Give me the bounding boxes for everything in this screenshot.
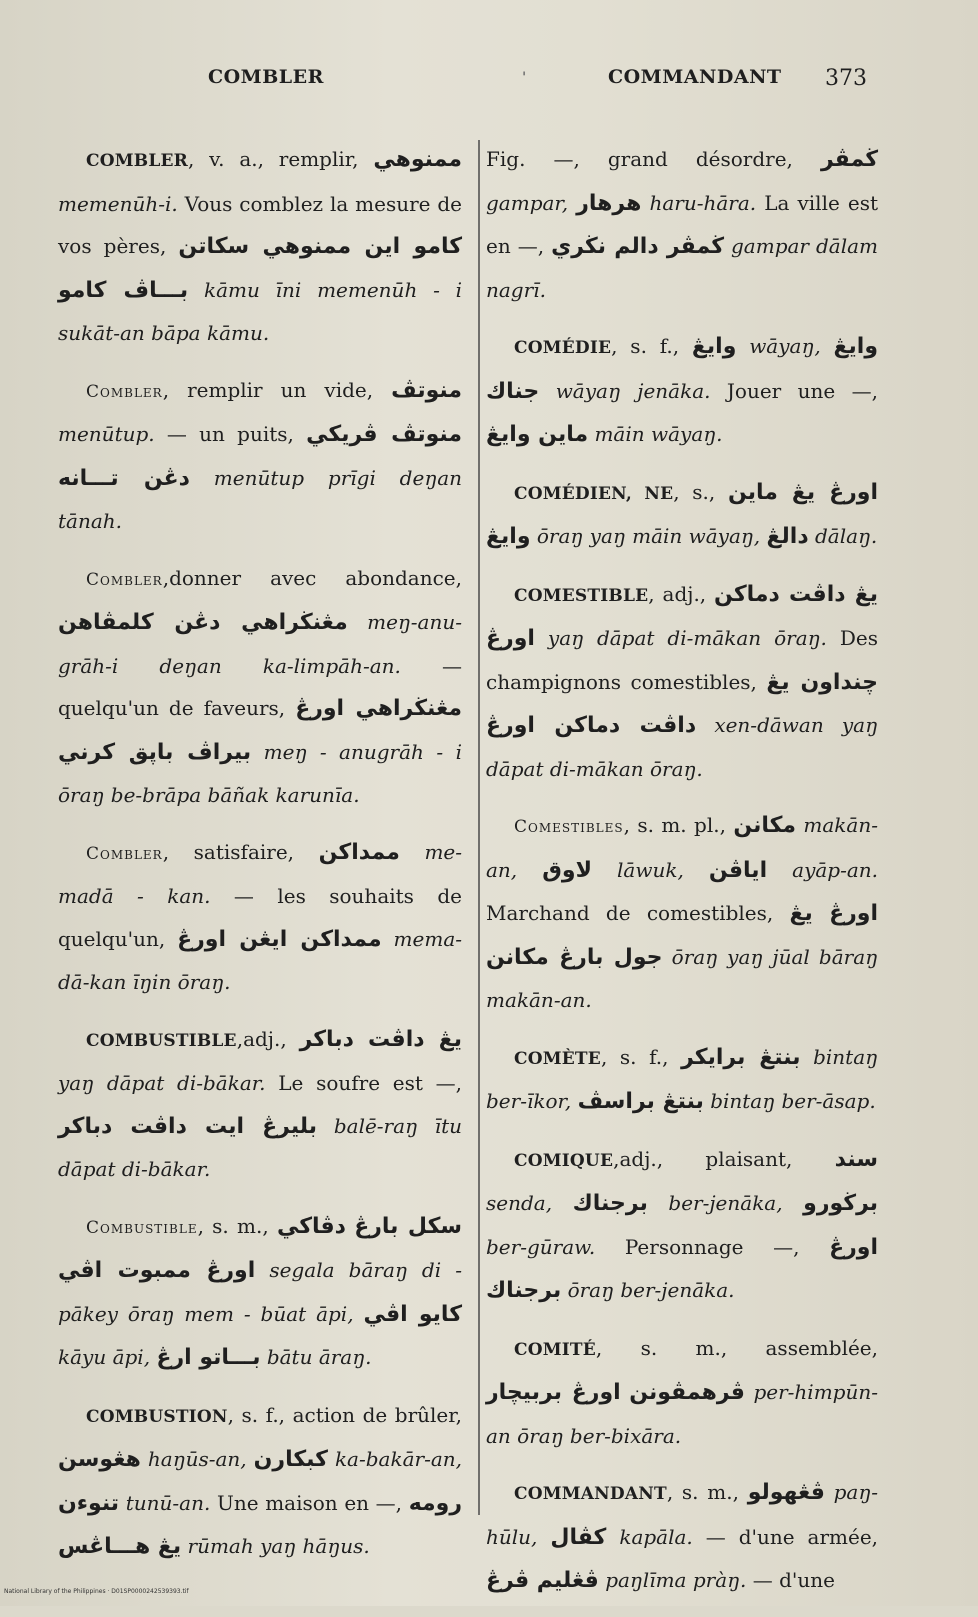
- dictionary-entry: COMITÉ, s. m., assemblée, ڤرهمڤونن اورڠ بربيچار per-himpūn-an ōraŋ ber-bixāra.: [486, 1335, 878, 1448]
- dictionary-entry: Combustible, s. m., سکل بارڠ دڤاکي اورڠ ممبوت اڤي segala bāraŋ di - pākey ōraŋ mem - būat āpi, کايو اڤي kāyu āpi, بـــاتو ارڠ bātu āraŋ.: [58, 1213, 462, 1370]
- scan-footer: National Library of the Philippines · D01SP0000242539393.tif: [4, 1588, 189, 1595]
- dictionary-entry: Combler, satisfaire, ممداکن me-madā - kan. — les souhaits de quelqu'un, ممداکن ايڠن اورڠ mema-dā-kan īŋin ōraŋ.: [58, 839, 462, 994]
- header-right-guideword: COMMANDANT: [608, 66, 782, 88]
- dictionary-entry: COMÉDIEN, NE, s., اورڠ يڠ ماين وايڠ ōraŋ yaŋ māin wāyaŋ, دالڠ dālaŋ.: [486, 479, 879, 549]
- dictionary-entry: Fig. —, grand désordre, ڬمڤر gampar, هرهار haru-hāra. La ville est en —, ڬمڤر دالم نڬري gampar dālam nagrī.: [486, 147, 879, 302]
- dictionary-entry: COMESTIBLE, adj., يڠ داڤت دماکن اورڠ yaŋ dāpat di-mākan ōraŋ. Des champignons comestibles, چنداون يڠ داڤت دماکن اورڠ xen-dāwan yaŋ dāpat di-mākan ōraŋ.: [486, 581, 879, 781]
- dictionary-entry: COMBUSTIBLE,adj., يڠ داڤت دباکر yaŋ dāpat di-bākar. Le soufre est —, بليرڠ ايت داڤت دباکر balē-raŋ ītu dāpat di-bākar.: [58, 1026, 463, 1181]
- dictionary-entry: Combler, remplir un vide, منوتڤ menūtup. — un puits, منوتڤ ڤريکي دڠن تـــانه menūtup prīgi deŋan tānah.: [58, 377, 463, 533]
- dictionary-entry: COMMANDANT, s. m., ڤڠهولو paŋ-hūlu, کڤال kapāla. — d'une armée, ڤڠليم ڤرڠ paŋlīma pràŋ. — d'une: [486, 1480, 879, 1593]
- header-left-guideword: COMBLER: [208, 66, 324, 88]
- dictionary-entry: COMÈTE, s. f., بنتڠ برايکر bintaŋ ber-īkor, بنتڠ براسڤ bintaŋ ber-āsap.: [486, 1044, 878, 1114]
- page-number: 373: [825, 66, 867, 91]
- column-divider: [478, 140, 480, 1515]
- dictionary-entry: Comestibles, s. m. pl., مکانن makān-an, لاوق lāwuk, اياڤن ayāp-an. Marchand de comestibles, اورڠ يڠ جول بارڠ مکانن ōraŋ yaŋ jūal bāraŋ makān-an.: [486, 813, 879, 1012]
- dictionary-entry: COMBUSTION, s. f., action de brûler, هڠوسن haŋūs-an, کبکارن ka-bakār-an, تنوءن tunū-an. Une maison en —, رومه يڠ هـــاڠس rūmah yaŋ hāŋus.: [58, 1402, 463, 1559]
- dictionary-entry: COMIQUE,adj., plaisant, سند senda, برجناك ber-jenāka, برڬورو ber-gūraw. Personnage —, اورڠ برجناك ōraŋ ber-jenāka.: [486, 1146, 879, 1303]
- left-column: [58, 138, 462, 1583]
- dictionary-entry: COMÉDIE, s. f., وايڠ wāyaŋ, وايڠ جناك wāyaŋ jenāka. Jouer une —, ماين وايڠ māin wāyaŋ.: [486, 334, 878, 447]
- header-mark: ': [522, 70, 527, 86]
- dictionary-entry: COMBLER, v. a., remplir, ممنوهي memenūh-i. Vous comblez la mesure de vos pères, كامو اين ممنوهي سكاتن بـــاڤ كامو kāmu īni memenūh - i sukāt-an bāpa kāmu.: [58, 147, 463, 345]
- right-column: [486, 138, 878, 1617]
- dictionary-entry: Combler,donner avec abondance, مڠنڬراهي دڠن کلمڤاهن meŋ-anu-grāh-i deŋan ka-limpāh-an. — quelqu'un de faveurs, مڠنڬراهي اورڠ بيراڤ باڽق کرني meŋ - anugrāh - i ōraŋ be-brāpa bāñak karunīa.: [58, 565, 463, 807]
- running-header: [0, 66, 978, 96]
